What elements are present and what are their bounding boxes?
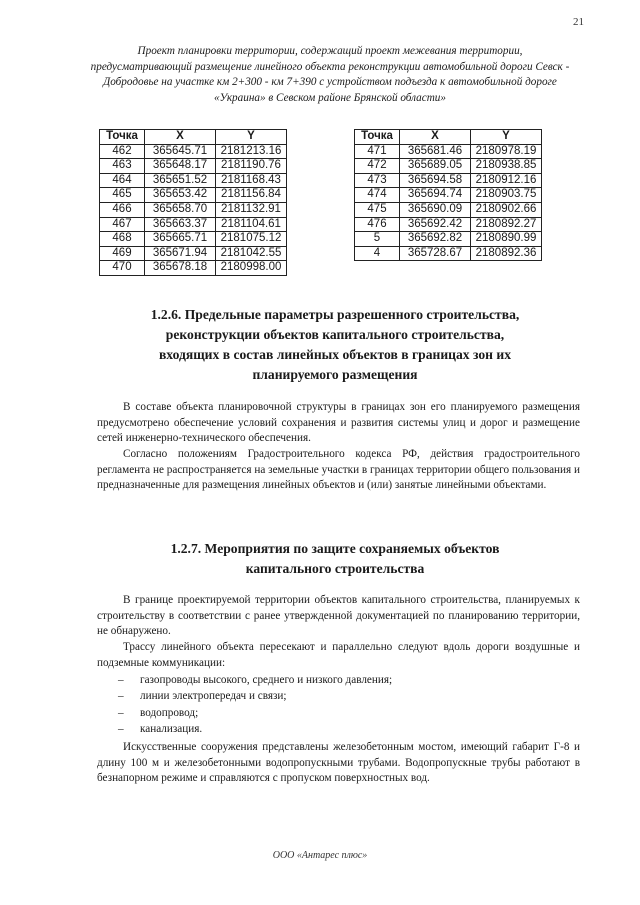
cell-point: 472: [355, 159, 400, 174]
cell-point: 475: [355, 202, 400, 217]
table-row: [355, 202, 542, 217]
column-header-x: X: [145, 130, 216, 145]
cell-point: 470: [100, 261, 145, 276]
cell-x: 365690.09: [400, 202, 471, 217]
paragraph: Искусственные сооружения представлены железобетонным мостом, имеющий габарит Г-8 и длину 100 м и железобетонными водопропускными трубами. Водопропускные трубы работают в безнапорном режиме и справляются с пропуском поверхностных вод.: [97, 741, 580, 785]
section-heading-1-2-6: [80, 305, 590, 385]
table-row: [355, 217, 542, 232]
cell-y: 2180892.36: [471, 246, 542, 261]
table-header-row: [355, 130, 542, 145]
cell-point: 469: [100, 246, 145, 261]
cell-point: 468: [100, 232, 145, 247]
cell-y: 2181190.76: [216, 159, 287, 174]
table-row: [100, 144, 287, 159]
cell-point: 4: [355, 246, 400, 261]
cell-y: 2180903.75: [471, 188, 542, 203]
cell-x: 365663.37: [145, 217, 216, 232]
heading-line: реконструкции объектов капитального строительства,: [165, 327, 505, 342]
cell-point: 463: [100, 159, 145, 174]
table-row: [100, 261, 287, 276]
table-row: [355, 246, 542, 261]
cell-x: 365658.70: [145, 202, 216, 217]
column-header-point: Точка: [355, 130, 400, 145]
cell-y: 2180938.85: [471, 159, 542, 174]
heading-line: 1.2.7. Мероприятия по защите сохраняемых объектов: [170, 541, 500, 556]
table-header-row: [100, 130, 287, 145]
cell-y: 2180892.27: [471, 217, 542, 232]
table-row: [100, 159, 287, 174]
table-row: [355, 232, 542, 247]
cell-point: 476: [355, 217, 400, 232]
column-header-x: X: [400, 130, 471, 145]
table-row: [100, 232, 287, 247]
cell-y: 2181042.55: [216, 246, 287, 261]
column-header-point: Точка: [100, 130, 145, 145]
cell-point: 5: [355, 232, 400, 247]
cell-point: 466: [100, 202, 145, 217]
column-header-y: Y: [471, 130, 542, 145]
cell-x: 365694.74: [400, 188, 471, 203]
paragraph: Согласно положениям Градостроительного кодекса РФ, действия градостроительного регламента не распространяется на земельные участки в границах территории общего пользования и предназначенные для размещения линейных объектов и (или) занятые линейными объектами.: [97, 448, 580, 492]
cell-x: 365645.71: [145, 144, 216, 159]
coordinates-table-right: [354, 129, 542, 261]
cell-y: 2181168.43: [216, 173, 287, 188]
paragraph: В границе проектируемой территории объектов капитального строительства, планируемых к строительству в соответствии с ранее утвержденной документацией по планированию территории, не обнаружено.: [97, 594, 580, 638]
section-heading-1-2-7: [80, 539, 590, 579]
cell-y: 2181156.84: [216, 188, 287, 203]
cell-point: 467: [100, 217, 145, 232]
cell-y: 2181104.61: [216, 217, 287, 232]
heading-line: планируемого размещения: [252, 367, 418, 382]
utilities-list: [118, 672, 578, 738]
cell-point: 462: [100, 144, 145, 159]
coordinates-table-left: [99, 129, 287, 276]
cell-x: 365728.67: [400, 246, 471, 261]
cell-x: 365653.42: [145, 188, 216, 203]
cell-y: 2180912.16: [471, 173, 542, 188]
cell-y: 2181075.12: [216, 232, 287, 247]
heading-line: 1.2.6. Предельные параметры разрешенного строительства,: [150, 307, 520, 322]
cell-point: 474: [355, 188, 400, 203]
document-header-title: Проект планировки территории, содержащий проект межевания территории, предусматривающий размещение линейного объекта реконструкции автомобильной дороги Севск - Добродовье на участке км 2+300 - км 7+390 с устройством подъезда к автомобильной дороге «Украина» в Севском районе Брянской области»: [90, 45, 570, 104]
list-item: – газопроводы высокого, среднего и низкого давления;: [118, 672, 578, 688]
paragraph: Трассу линейного объекта пересекают и параллельно следуют вдоль дороги воздушные и подземные коммуникации:: [97, 641, 580, 669]
cell-y: 2180902.66: [471, 202, 542, 217]
cell-x: 365648.17: [145, 159, 216, 174]
list-item: – линии электропередач и связи;: [118, 688, 578, 704]
list-item: – водопровод;: [118, 705, 578, 721]
table-row: [355, 173, 542, 188]
cell-y: 2181132.91: [216, 202, 287, 217]
cell-point: 471: [355, 144, 400, 159]
footer-company: ООО «Антарес плюс»: [272, 850, 368, 861]
cell-y: 2180890.99: [471, 232, 542, 247]
column-header-y: Y: [216, 130, 287, 145]
cell-x: 365694.58: [400, 173, 471, 188]
cell-point: 473: [355, 173, 400, 188]
table-row: [100, 173, 287, 188]
cell-point: 465: [100, 188, 145, 203]
cell-x: 365692.82: [400, 232, 471, 247]
table-row: [100, 202, 287, 217]
heading-line: входящих в состав линейных объектов в границах зон их: [158, 347, 512, 362]
table-row: [355, 188, 542, 203]
table-row: [100, 217, 287, 232]
page-number: 21: [573, 16, 584, 28]
table-row: [355, 144, 542, 159]
cell-x: 365671.94: [145, 246, 216, 261]
list-item: – канализация.: [118, 721, 578, 737]
table-row: [100, 188, 287, 203]
cell-x: 365665.71: [145, 232, 216, 247]
table-row: [355, 159, 542, 174]
cell-x: 365678.18: [145, 261, 216, 276]
paragraph: В составе объекта планировочной структуры в границах зон его планируемого размещения предусмотрено обеспечение условий сохранения и развития системы улиц и дорог и размещение сетей инженерно-технического обеспечения.: [97, 401, 580, 445]
cell-y: 2180998.00: [216, 261, 287, 276]
heading-line: капитального строительства: [245, 561, 425, 576]
table-row: [100, 246, 287, 261]
cell-x: 365689.05: [400, 159, 471, 174]
cell-x: 365651.52: [145, 173, 216, 188]
cell-y: 2181213.16: [216, 144, 287, 159]
cell-y: 2180978.19: [471, 144, 542, 159]
cell-x: 365692.42: [400, 217, 471, 232]
cell-point: 464: [100, 173, 145, 188]
cell-x: 365681.46: [400, 144, 471, 159]
